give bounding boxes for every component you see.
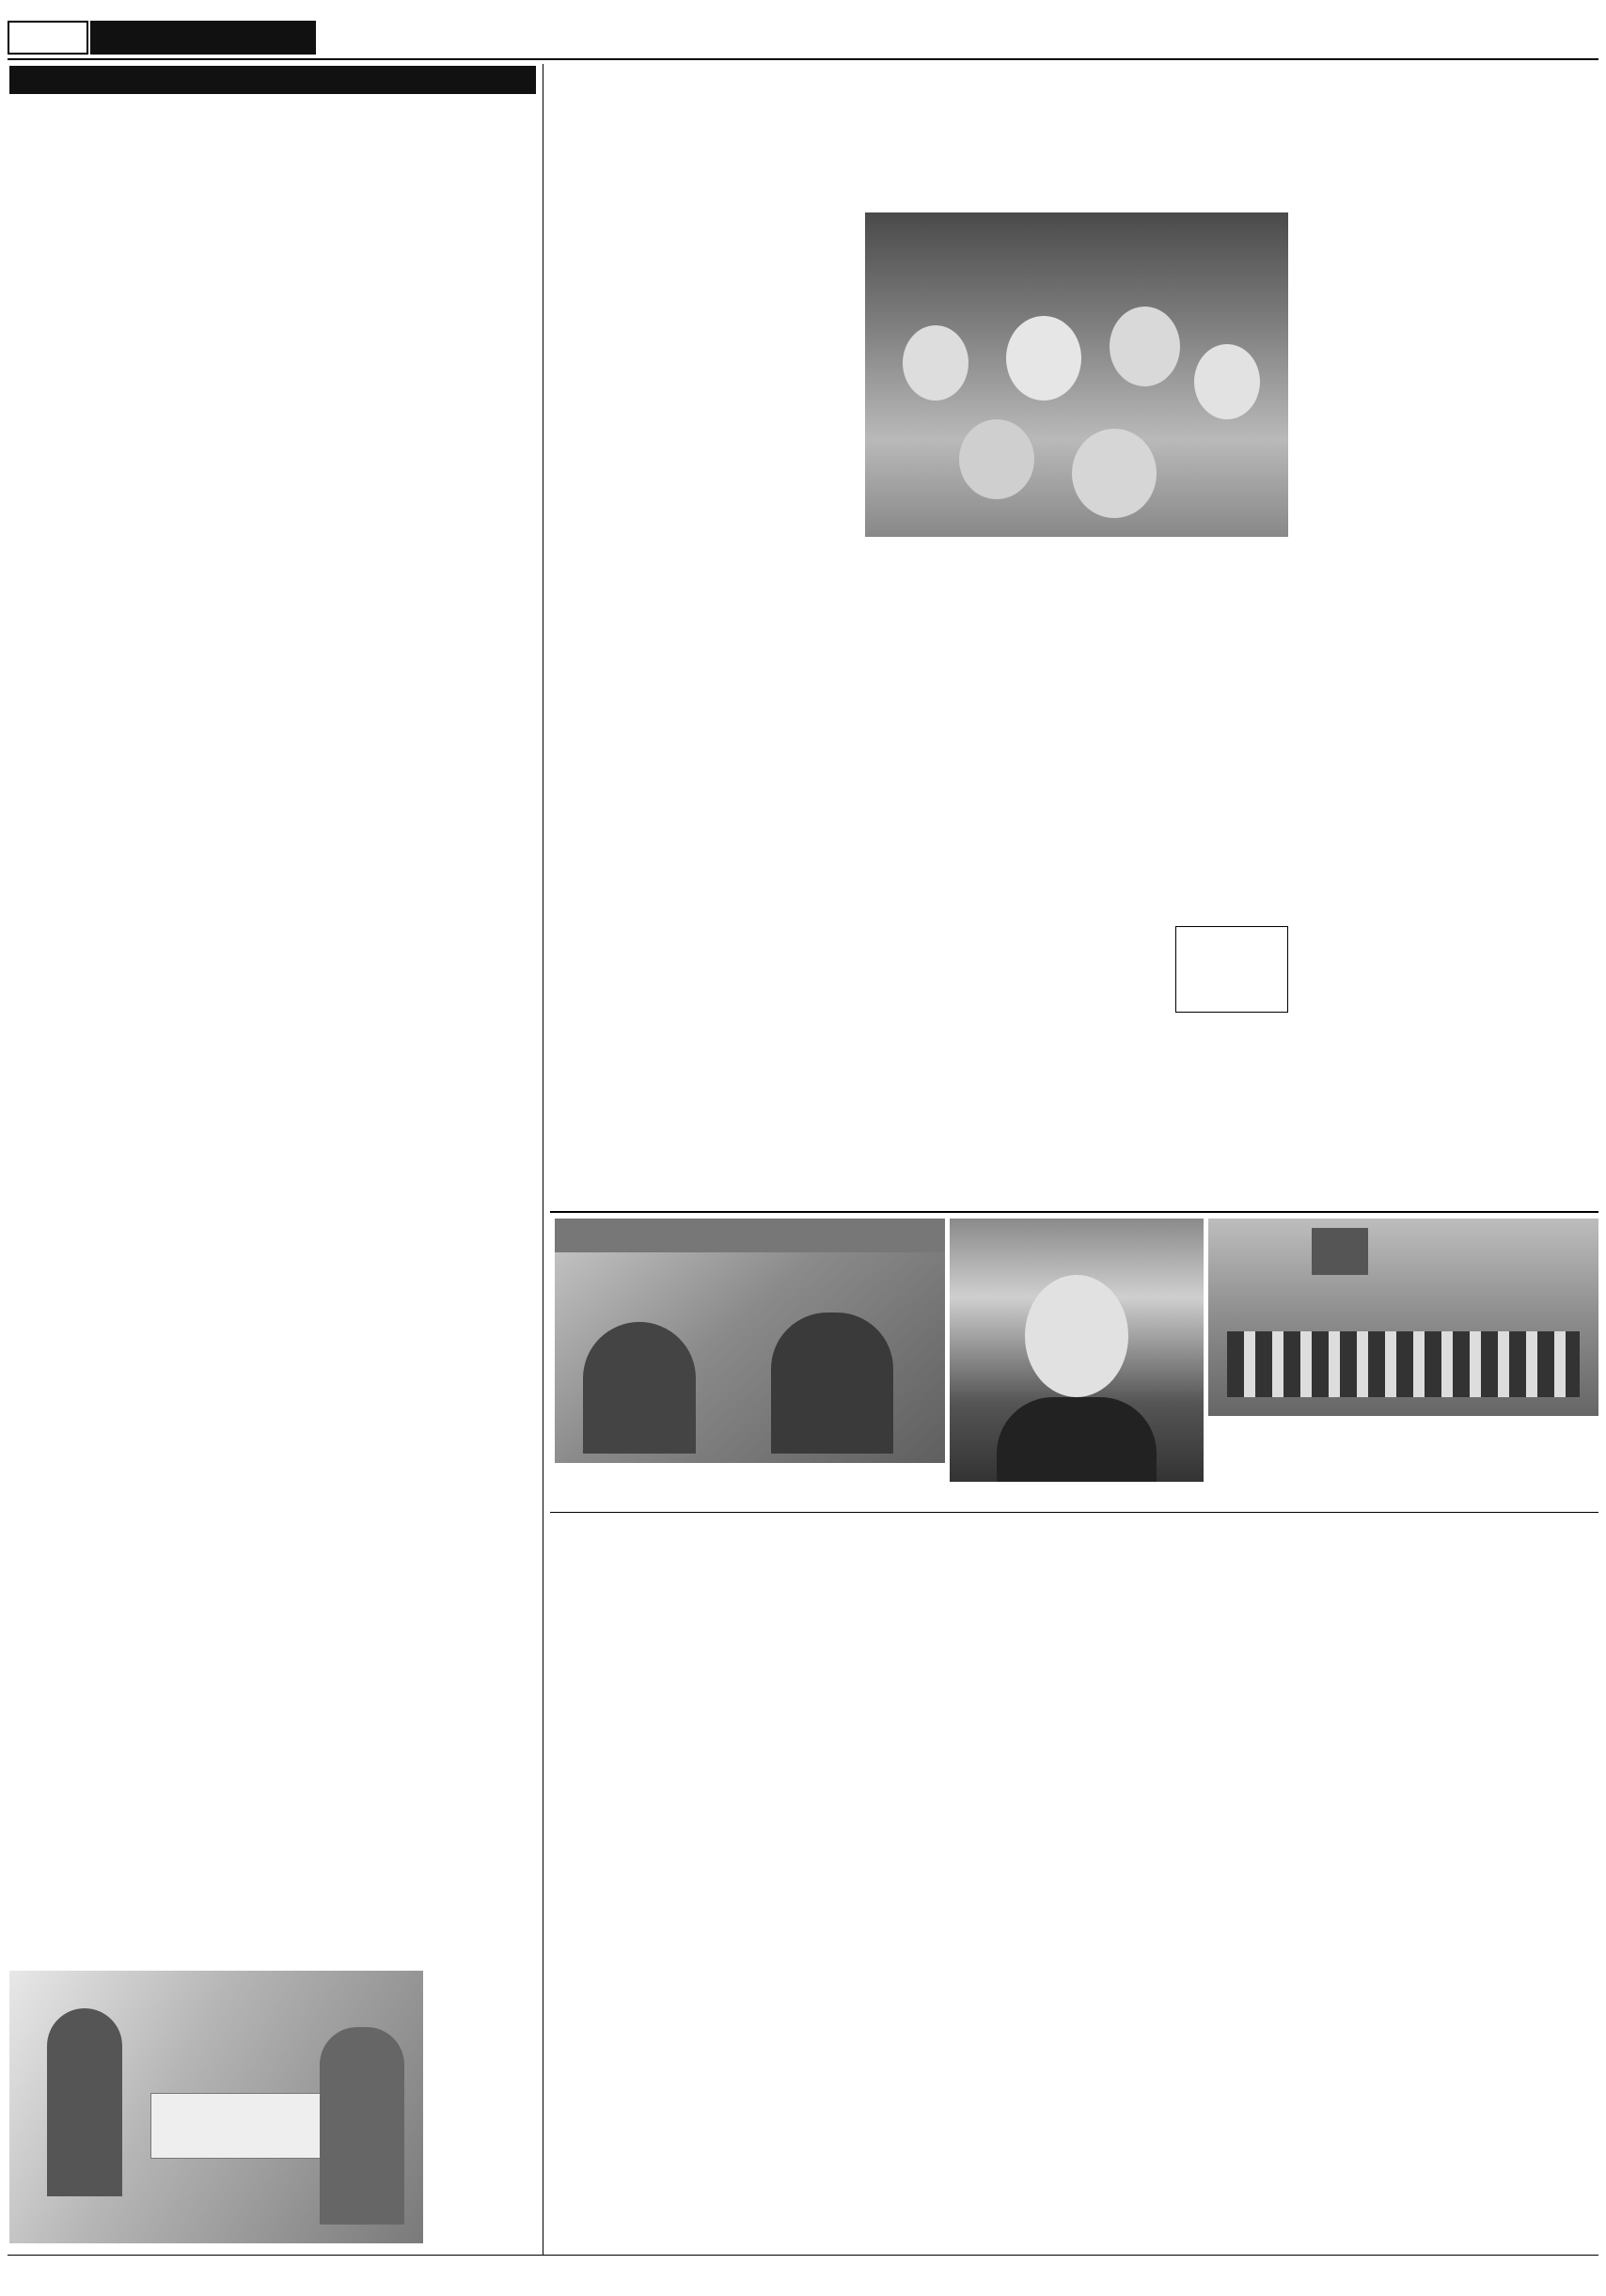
footer-rule <box>8 2255 1598 2256</box>
village-column-2e <box>271 1589 536 1965</box>
patriot-column-1 <box>555 216 858 536</box>
laizhou-column-3 <box>1064 1523 1318 1612</box>
laizhou-top-rule <box>550 1512 1598 1513</box>
laizhou-subhead-2 <box>1354 1747 1598 1796</box>
village-vertical-headline <box>193 498 296 1401</box>
laizhou-column-4b <box>1328 1801 1598 2290</box>
laizhou-column-1 <box>555 1523 795 1749</box>
photo-strip-rule <box>550 1211 1598 1213</box>
section-name-box <box>90 21 316 55</box>
masthead-rule <box>8 58 1598 60</box>
laizhou-column-1c <box>555 1937 801 2290</box>
patriot-headline <box>583 83 1589 158</box>
village-photo <box>9 1971 423 2243</box>
patriot-subhead-1 <box>555 549 858 577</box>
singing-photo-caption <box>1222 1420 1598 1461</box>
series-title-bar <box>9 66 536 94</box>
patriot-column-2 <box>555 581 858 1087</box>
newspaper-logo <box>1128 11 1307 49</box>
village-subhead-1 <box>38 355 263 404</box>
village-column-1 <box>9 103 263 348</box>
art-photo-banner <box>555 1219 945 1252</box>
children-celebrate-photo <box>865 212 1288 537</box>
village-subhead-4 <box>19 1598 263 1647</box>
patriot-column-right <box>1298 212 1598 664</box>
patriot-column-2b <box>555 1119 858 1203</box>
boy-photo-caption <box>1222 1463 1598 1501</box>
singing-photo <box>1208 1219 1598 1416</box>
village-subhead-3 <box>380 598 536 647</box>
laizhou-column-3c <box>1064 1937 1318 2290</box>
laizhou-column-2b <box>809 1937 1055 2290</box>
village-vertical-byline <box>287 846 313 1166</box>
laizhou-column-3b <box>1064 1674 1318 1796</box>
boy-photo <box>950 1219 1204 1482</box>
patriot-subhead-3 <box>903 1108 1290 1134</box>
children-photo-caption <box>865 541 1288 576</box>
observe-badge <box>1175 926 1288 1013</box>
village-photo-caption <box>431 1971 534 2243</box>
patriot-column-right-2 <box>1298 668 1598 1203</box>
laizhou-column-4 <box>1328 1523 1598 1749</box>
village-column-2c <box>318 856 536 1279</box>
laizhou-column-2 <box>805 1523 1055 1796</box>
village-column-2 <box>271 103 536 343</box>
village-column-1b <box>9 414 188 1504</box>
laizhou-headline <box>715 1807 1316 1882</box>
art-photo <box>555 1219 945 1463</box>
photo-banner-text <box>903 218 1260 275</box>
village-subhead-2 <box>380 367 536 416</box>
village-column-1d <box>9 1655 263 1965</box>
laizhou-subhead-3 <box>555 1796 696 1845</box>
page-number-box <box>8 21 88 55</box>
patriot-column-3b <box>865 1136 1290 1203</box>
laizhou-subhead-1 <box>1119 1619 1316 1668</box>
patriot-subhead-2 <box>555 1089 858 1115</box>
laizhou-column-1b <box>555 1848 696 1942</box>
village-column-1c <box>9 1509 536 1584</box>
